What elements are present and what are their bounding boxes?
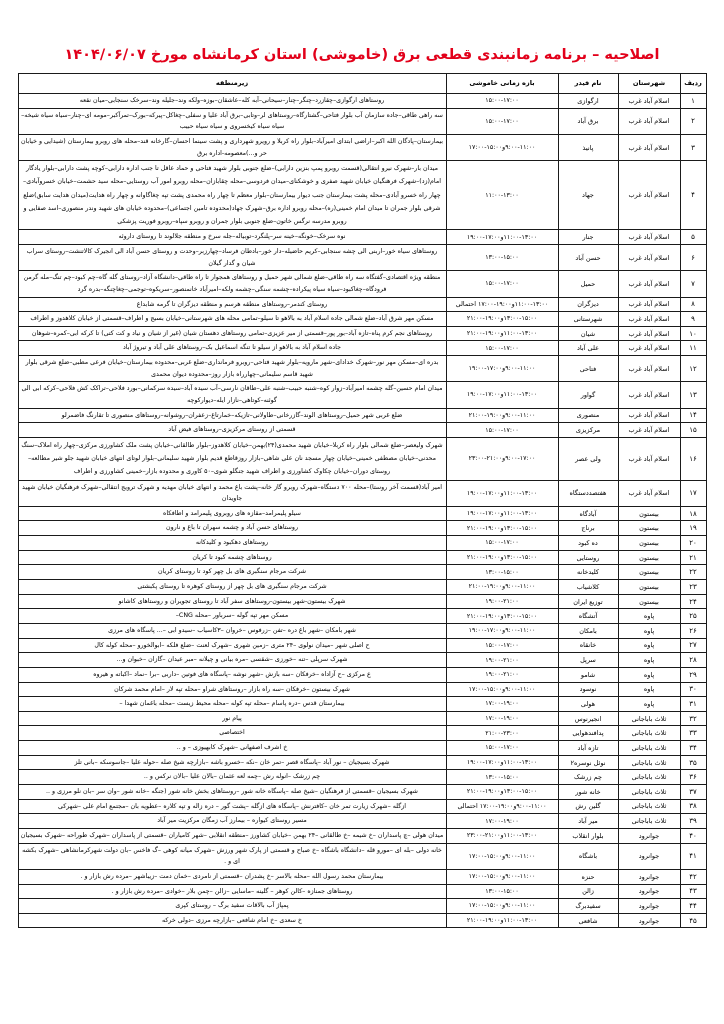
cell-zirmantaqe: قسمتی از روستای مرکزیزی–روستاهای فیض آباد [18,423,446,438]
cell-feeder: نوئل نوسره۲ [558,755,618,770]
cell-shahrestan: اسلام آباد غرب [618,161,680,230]
cell-zirmantaqe: بیمارستان–پادگان الله اکبر–اراضی ابتدای امیرآباد–بلوار راه کربلا و رویرو شهرداری و پشت سینما احسان–گارخانه قند–محله های روبرو بیمارستان (شیدایی و خیابان حر و...)معصومه-اداره برق [18,134,446,160]
cell-zirmantaqe: پیام نور [18,711,446,726]
cell-feeder: کلاشیاب [558,580,618,595]
cell-feeder: برناج [558,521,618,536]
cell-feeder: گلین رش [558,799,618,814]
cell-feeder: تازه آباد [558,741,618,756]
cell-zirmantaqe: ضلع غربی شهر حمیل–روستاهای الوند–گازرخانی–طاولانی–تازیکه–خمارتاغ–زعفران–روشوانه–روستاهای منصوری تا تقارنگ فاضمرلو [18,408,446,423]
cell-radif: ۱۱ [680,341,706,356]
column-header-radif: ردیف [680,74,706,94]
cell-feeder: انجیرنوس [558,711,618,726]
cell-radif: ۳۰ [680,682,706,697]
cell-shahrestan: بیستون [618,521,680,536]
table-row [18,828,706,843]
cell-radif: ۲۴ [680,594,706,609]
table-row [18,638,706,653]
cell-zirmantaqe: روستای کندمر–روستاهای منطقه هرسم و منطقه دیزگران تا گرمه شابداغ [18,297,446,312]
cell-outage-time: ۱۱:۰۰-۱۳:۰۰و۱۹:۰۰-۱۷:۰۰ احتمالی [446,297,558,312]
cell-feeder: ارگوازی [558,94,618,109]
cell-outage-time: ۱۳:۰۰-۱۵:۰۰ [446,244,558,270]
cell-radif: ۳۷ [680,785,706,800]
table-row [18,653,706,668]
cell-shahrestan: اسلام آباد غرب [618,230,680,245]
cell-shahrestan: ثلاث باباجانی [618,726,680,741]
cell-radif: ۱۳ [680,382,706,408]
cell-outage-time: ۱۳:۰۰-۱۵:۰۰ [446,770,558,785]
cell-outage-time: ۱۱:۰۰-۱۳:۰۰و۱۷:۰۰-۱۹:۰۰ [446,230,558,245]
cell-zirmantaqe: جاده اسلام آباد به بالاهو از سیلو تا تنگه اسماعیل بک–روستاهای علی آباد و تیروژ آباد [18,341,446,356]
cell-feeder: مرکزیزی [558,423,618,438]
cell-zirmantaqe: شهرک بسیجیان – نور آباد –پاسگاه قصر –تمر خان –نکه –خسرو باشه –بازارچه شیخ صله –حوله علیا –جاسوسکه –بانی تلز [18,755,446,770]
cell-outage-time: ۱۱:۰۰-۱۳:۰۰و۲۱:۰۰-۲۳:۰۰ [446,828,558,843]
column-header-feeder: نام فیدر [558,74,618,94]
table-row [18,799,706,814]
cell-feeder: شامو [558,667,618,682]
table-row [18,134,706,160]
cell-zirmantaqe: نوه سرخک–خونگه–خینه سر–پلنگرد–توبیاله–جله سرخ و منطقه جلالوند تا روستای داروئه [18,230,446,245]
cell-radif: ۲۲ [680,565,706,580]
cell-feeder: علی آباد [558,341,618,356]
table-row [18,480,706,506]
cell-zirmantaqe: امیر آباد(قسمت آخر روستا)–محله ۷۰۰ دستگاه–شهرک روبرو گاز خانه–پشت باغ محمد و انتهای خیابان مهدیه و شهرک ترویج انتقالی–شهرک فرهنگیان خیابان شهید جاویدان [18,480,446,506]
cell-zirmantaqe: خانه دولی –بله ای –مورو قله –دانشگاه باشگاه –خ صباح و قسمتی از پارک شهر ورزش –شهرک میانه کوهی –گ فاخس –بان دولت شهرکرمانشاهی –شهرک بکشه ای و . [18,843,446,869]
cell-shahrestan: بیستون [618,580,680,595]
cell-shahrestan: پاوه [618,609,680,624]
cell-radif: ۲۳ [680,580,706,595]
cell-radif: ۵ [680,230,706,245]
cell-radif: ۲۷ [680,638,706,653]
table-row [18,108,706,134]
table-row [18,770,706,785]
table-row [18,161,706,230]
cell-radif: ۴۵ [680,913,706,928]
cell-feeder: سفیدبرگ [558,899,618,914]
cell-outage-time: ۱۳:۰۰-۱۵:۰۰و۱۹:۰۰-۲۱:۰۰ [446,550,558,565]
cell-radif: ۱۷ [680,480,706,506]
table-row [18,667,706,682]
cell-shahrestan: بیستون [618,536,680,551]
cell-zirmantaqe: روستاهای نجم کرم پناه–تازه آباد–بور پور–قسمتی از میر عزیزی–تمامی روستاهای دهستان شیان (غیر از شیان و نیاد و کت کتی) تا کرکه ابی–کمره–شوهان [18,326,446,341]
table-row [18,565,706,580]
cell-feeder: برق آباد [558,108,618,134]
table-row [18,341,706,356]
cell-feeder: سرپل [558,653,618,668]
cell-shahrestan: اسلام آباد غرب [618,437,680,480]
cell-feeder: آتشگاه [558,609,618,624]
table-row [18,326,706,341]
cell-shahrestan: ثلاث باباجانی [618,814,680,829]
cell-zirmantaqe: مسکن مهر تپه گوله –سرباور –محله CNG– [18,609,446,624]
title-container [0,0,724,73]
cell-outage-time: ۱۵:۰۰-۱۷:۰۰ [446,536,558,551]
table-row [18,899,706,914]
cell-outage-time: ۹:۰۰-۱۱:۰۰و۱۵:۰۰-۱۷:۰۰ [446,682,558,697]
cell-zirmantaqe: سه راهی طاقی–جاده سازمان آب بلوار فتاحی–گشتارگاه–روستاهای لر–وتابی–برق آباد علیا و سفلی–چغاکل–پیرکه–بورک–تمرآکبر–مومه ای–چنار–سیاه سیاه شیخه–سیاه سیاه کیخسروی و سیاه سیاه حبیب [18,108,446,134]
table-row [18,550,706,565]
cell-feeder: حنزه [558,869,618,884]
cell-zirmantaqe: شرکت مرجام سنگبری های بل چهر کود تا روستای کریان [18,565,446,580]
cell-feeder: هولی [558,697,618,712]
cell-outage-time: ۱۹:۰۰-۲۱:۰۰ [446,667,558,682]
cell-shahrestan: پاوه [618,638,680,653]
cell-zirmantaqe: چم زرشک –انوله رش –چمه لعه عثمان –بالان علیا –بالان نرکس و .. [18,770,446,785]
table-row [18,741,706,756]
cell-feeder: پانیذ [558,134,618,160]
cell-outage-time: ۱۱:۰۰-۱۳:۰۰و۱۷:۰۰-۱۹:۰۰ [446,382,558,408]
table-row [18,356,706,382]
cell-outage-time: ۹:۰۰-۱۱:۰۰و۱۹:۰۰-۲۱:۰۰ [446,580,558,595]
cell-outage-time: ۱۳:۰۰-۱۵:۰۰و۱۹:۰۰-۲۱:۰۰ [446,521,558,536]
cell-feeder: ده کبود [558,536,618,551]
cell-zirmantaqe: روستاهای ارگوازی–چقازرد–چنگر–چنار–سیحانی–آبه کله–عاشقان–بوزه–ولکه وند–جلیله وند–سرخک سنجابی–میان نقعه [18,94,446,109]
cell-shahrestan: اسلام آباد غرب [618,423,680,438]
cell-outage-time: ۱۹:۰۰-۲۱:۰۰ [446,594,558,609]
cell-zirmantaqe: ح اصلی شهر –میدان نولوی –۲۴ متری –زمین شهری –شهرک لعنت –ضلع فلکه –ابوالخورو –محله کوله کال [18,638,446,653]
cell-shahrestan: بیستون [618,506,680,521]
cell-zirmantaqe: شهر بامکان –شهر باغ دره –تفن –زرفوس –خروان –۳کاسیاب –سیدو ابی –... پاسگاه های مرزی [18,623,446,638]
cell-zirmantaqe: سیلو پلیمرامد–مقازه های روبروی پلیمرامد و اطافکاه [18,506,446,521]
cell-outage-time: ۲۱:۰۰-۲۳:۰۰ [446,726,558,741]
table-row [18,697,706,712]
cell-feeder: بلوار انقلاب [558,828,618,843]
cell-feeder: حسن آباد [558,244,618,270]
table-row [18,423,706,438]
cell-outage-time: ۱۳:۰۰-۱۵:۰۰و۱۹:۰۰-۲۱:۰۰ [446,609,558,624]
cell-shahrestan: پاوه [618,667,680,682]
cell-feeder: کلیدخانه [558,565,618,580]
cell-outage-time: ۱۱:۰۰-۱۳:۰۰و۱۷:۰۰-۱۹:۰۰ [446,480,558,506]
cell-outage-time: ۱۱:۰۰-۱۳:۰۰و۱۹:۰۰-۲۱:۰۰ [446,913,558,928]
cell-outage-time: ۹:۰۰-۱۱:۰۰و۱۵:۰۰-۱۷:۰۰ [446,899,558,914]
cell-radif: ۱۵ [680,423,706,438]
cell-zirmantaqe: خ اشرف اصفهانی –شهرک کابهیوزی – و .. [18,741,446,756]
cell-feeder: خانقاه [558,638,618,653]
cell-outage-time: ۹:۰۰-۱۱:۰۰و۱۵:۰۰-۱۷:۰۰ [446,134,558,160]
cell-zirmantaqe: بیمارستان محمد رسول الله –محله بالاسر –خ پشدران –قسمتی از نامردی –خمان دمت –زیباشهر –مرده رش بازار و . [18,869,446,884]
cell-shahrestan: جوانرود [618,843,680,869]
table-row [18,785,706,800]
cell-radif: ۳۸ [680,799,706,814]
cell-shahrestan: اسلام آباد غرب [618,312,680,327]
cell-zirmantaqe: روستاهای سیاه خور–اربنی الی چشه سنجابی–کریم حاضیله–دار خور–بادطان فرساد–چهارزبر–وحدت و روستای حسن آباد الی انجیرک کالاتنشت–روستای سراب شیان و گدار گیلان [18,244,446,270]
table-row [18,884,706,899]
cell-radif: ۴۳ [680,884,706,899]
cell-feeder: ولی عصر [558,437,618,480]
cell-shahrestan: اسلام آباد غرب [618,134,680,160]
cell-radif: ۳۵ [680,755,706,770]
table-row [18,94,706,109]
cell-zirmantaqe: مسکن مهر شرق آباد–ضلع شمالی جاده اسلام آباد به بالاهو تا سیلو–تمامی محله های شهرستانی–خیابان بسیج و اطراف–قسمتی از خیابان کلاهدوز و اطراف [18,312,446,327]
cell-feeder: شیان [558,326,618,341]
cell-outage-time: ۱۳:۰۰-۱۵:۰۰و۱۹:۰۰-۲۱:۰۰ [446,785,558,800]
table-row [18,869,706,884]
cell-radif: ۳۱ [680,697,706,712]
cell-shahrestan: بیستون [618,565,680,580]
cell-zirmantaqe: اختصاصی [18,726,446,741]
cell-outage-time: ۹:۰۰-۱۱:۰۰و۱۵:۰۰-۱۷:۰۰ [446,869,558,884]
cell-radif: ۳۴ [680,741,706,756]
cell-radif: ۱۲ [680,356,706,382]
cell-shahrestan: ثلاث باباجانی [618,711,680,726]
table-row [18,382,706,408]
cell-outage-time: ۱۵:۰۰-۱۷:۰۰ [446,108,558,134]
cell-shahrestan: اسلام آباد غرب [618,326,680,341]
cell-zirmantaqe: پمپاژ آب بالاقات سفید برگ – روستای کپری [18,899,446,914]
cell-radif: ۱ [680,94,706,109]
cell-feeder: چم زرشک [558,770,618,785]
cell-feeder: گواور [558,382,618,408]
table-row [18,297,706,312]
cell-outage-time: ۱۳:۰۰-۱۵:۰۰ [446,884,558,899]
cell-feeder: فتاحی [558,356,618,382]
cell-shahrestan: اسلام آباد غرب [618,297,680,312]
cell-zirmantaqe: میدان بار–شهرک نیرو انتقالی(قسمت روبرو پمپ بنزین دارابی)–ضلع جنوبی بلوار شهید فتاحی و حماد عاقل تا جنب اداره دارابی–کوچه پشت دارابی–بلوار یادگار امام(زد)–شهرک فرهنگیان خیابان شهید صفری و خوشکنای–میدان فردوسی–محله چقابازان–محله روبرو امور آب روستایی–محله سید حشمت–خیابان خسروآبادی–چهار راه خسرو آبادی–محله پشت بیمارستان جنب دیوار بیمارستان–بلوار معظم تا چهار راه محمدی پشت تپه چغاگاوانه و چهار راه هدایت(میدان هدایت سابق)ضلع شرقی بلوار جمران تا میدان امام خمینی(ره)–محله روبرو اداره برق–شهرک جهاد(محدوده تامین اجتماعی)–محدوده خیابان های شهید وندر منصوری–اسد صفایی و روبرو مدرسه نرگس خاتون–ضلع جنوبی بلوار جمران و روبرو سپاه–روبرو فوریت پزشکی [18,161,446,230]
cell-zirmantaqe: روستاهای چشمه کبود تا کریان [18,550,446,565]
cell-feeder: بامکان [558,623,618,638]
cell-outage-time: ۱۳:۰۰-۱۵:۰۰و۱۹:۰۰-۲۱:۰۰ [446,312,558,327]
cell-feeder: هفتصددستگاه [558,480,618,506]
cell-zirmantaqe: منطقه ویژه اقتصادی–گفتگاه سه راه طاقی–ضلع شمالی شهر حمیل و روستاهای همجوار تا راه طاقی–دانشگاه آزاد–روستای گله گاه–چم کبود–چم تنگ–مله گرمن فرودگاه–چغاکبود–سیاه سیاه پیکراده–چشمه سنگی–چشمه ولکه–امیرآباد خانمنصور–سریکوه–توجمی–چغاچنگه–بدره گرد [18,271,446,297]
table-row [18,682,706,697]
page-title: اصلاحیه – برنامه زمانبندی قطعی برق (خاموشی) استان کرمانشاه مورخ ۱۴۰۴/۰۶/۰۷ [64,47,660,63]
cell-feeder: خانه شور [558,785,618,800]
table-row [18,437,706,480]
cell-feeder: حمیل [558,271,618,297]
cell-feeder: توزیع ایران [558,594,618,609]
cell-radif: ۶ [680,244,706,270]
cell-shahrestan: بیستون [618,550,680,565]
cell-shahrestan: جوانرود [618,828,680,843]
cell-outage-time: ۱۷:۰۰-۱۹:۰۰ [446,814,558,829]
table-row [18,594,706,609]
cell-zirmantaqe: شهرک بیستون-شهر بیستون-روستاهای سفر آباد تا روستای تجویران و روستاهای کاشانو [18,594,446,609]
table-row [18,711,706,726]
cell-feeder: میر آباد [558,814,618,829]
table-row [18,230,706,245]
cell-radif: ۲۸ [680,653,706,668]
cell-radif: ۳۲ [680,711,706,726]
cell-radif: ۹ [680,312,706,327]
cell-zirmantaqe: روستاهای حسن آباد و چشمه سهران تا باغ و نارون [18,521,446,536]
cell-radif: ۲۵ [680,609,706,624]
cell-outage-time: ۱۵:۰۰-۱۷:۰۰ [446,271,558,297]
cell-shahrestan: اسلام آباد غرب [618,341,680,356]
column-header-zirmantaqe: زیرمنطقه [18,74,446,94]
cell-outage-time: ۱۷:۰۰-۱۹:۰۰ [446,697,558,712]
cell-shahrestan: اسلام آباد غرب [618,244,680,270]
cell-feeder: جهاد [558,161,618,230]
table-header [18,74,706,94]
cell-radif: ۲۶ [680,623,706,638]
cell-radif: ۲۰ [680,536,706,551]
cell-radif: ۲۹ [680,667,706,682]
cell-zirmantaqe: میدان امام حسین–گله چشمه امیرآباد–زوار کوه–شنبه حبیب–شنبه علی–طاقان نارسی–آب سیده آباد–سیده سرکمانی–بورد فلاحی–تراکک کش فلاحی–کرکه ابی الی گوئنه–کوتاهی–نازار ایله–دیوارکوچه [18,382,446,408]
cell-shahrestan: اسلام آباد غرب [618,480,680,506]
cell-radif: ۱۰ [680,326,706,341]
table-row [18,408,706,423]
cell-zirmantaqe: شرکت مرجام سنگبری های بل چهر از روستای کوهره تا روستای پکبشتی [18,580,446,595]
table-row [18,913,706,928]
cell-outage-time: ۹:۰۰-۱۱:۰۰و۱۷:۰۰-۱۹:۰۰ [446,623,558,638]
cell-zirmantaqe: ع مرکزی –ح آزاداه –خرفکان –سه بازش –شهر نوشه –پاسگاه های فوتین –داربی –برا –نماد –اکباته و هیروه [18,667,446,682]
cell-zirmantaqe: شهرک بیستون –خرفکان –سه راه بازار –روستاهای شراو –محله تپه لار –امام محمد شرکان [18,682,446,697]
cell-zirmantaqe: روستاهای دهکبود و کلیدکانه [18,536,446,551]
cell-radif: ۴۰ [680,828,706,843]
table-row [18,726,706,741]
table-row [18,580,706,595]
cell-feeder: دیزگران [558,297,618,312]
cell-radif: ۳۳ [680,726,706,741]
cell-outage-time: ۱۵:۰۰-۱۷:۰۰ [446,741,558,756]
cell-feeder: روستایی [558,550,618,565]
cell-shahrestan: ثلاث باباجانی [618,741,680,756]
cell-radif: ۴۱ [680,843,706,869]
cell-shahrestan: پاوه [618,623,680,638]
cell-zirmantaqe: خ سعدی –خ امام شافعی –بازارچه مرزی –دولی خرکه [18,913,446,928]
cell-zirmantaqe: ازگله –شهرک زیارت تمر خان –کافترنش –پاسگاه های ازگله –پشت گور – دره زاله و تپه کلاره –عطویه بان –مجتمع امام علی –شهرکی [18,799,446,814]
cell-shahrestan: جوانرود [618,913,680,928]
cell-outage-time: ۹:۰۰-۱۷:۰۰و۲۱:۰۰-۲۳:۰۰ [446,437,558,480]
cell-outage-time: ۱۵:۰۰-۱۷:۰۰ [446,94,558,109]
cell-radif: ۱۶ [680,437,706,480]
cell-radif: ۷ [680,271,706,297]
cell-outage-time: ۹:۰۰-۱۱:۰۰و۱۹:۰۰-۱۷:۰۰ احتمالی [446,799,558,814]
outage-schedule-table [18,73,707,928]
cell-shahrestan: اسلام آباد غرب [618,382,680,408]
cell-shahrestan: اسلام آباد غرب [618,356,680,382]
cell-shahrestan: اسلام آباد غرب [618,108,680,134]
cell-outage-time: ۱۱:۰۰-۱۳:۰۰و۱۹:۰۰-۲۱:۰۰ [446,326,558,341]
cell-outage-time: ۱۵:۰۰-۱۷:۰۰ [446,341,558,356]
table-row [18,271,706,297]
cell-shahrestan: اسلام آباد غرب [618,408,680,423]
cell-shahrestan: ثلاث باباجانی [618,785,680,800]
cell-outage-time: ۹:۰۰-۱۱:۰۰و۱۵:۰۰-۱۷:۰۰ [446,843,558,869]
cell-radif: ۲ [680,108,706,134]
cell-radif: ۴ [680,161,706,230]
table-row [18,814,706,829]
cell-radif: ۸ [680,297,706,312]
cell-outage-time: ۹:۰۰-۱۱:۰۰و۱۷:۰۰-۱۹:۰۰ [446,356,558,382]
cell-radif: ۳۹ [680,814,706,829]
cell-zirmantaqe: روستاهای جمنازه –کالن کوهر – گلینه –ماسایی –زالن –چمن بلار –خوادی –مرده رش بازار و . [18,884,446,899]
table-row [18,755,706,770]
cell-radif: ۳ [680,134,706,160]
cell-outage-time: ۱۹:۰۰-۲۱:۰۰ [446,653,558,668]
cell-shahrestan: اسلام آباد غرب [618,94,680,109]
table-row [18,609,706,624]
table-row [18,623,706,638]
cell-outage-time: ۱۷:۰۰-۱۹:۰۰ [446,711,558,726]
cell-zirmantaqe: بدره ای–مسکن مهر نور–شهرک خدادای–شهر مارویه–بلوار شهید فتاحی–روبرو فرمانداری–ضلع غربی–محدوده بیمارستان–خیابان فرعی مطبی–ضلع شرقی بلوار شهید قاسم سلیمانی–چهارراه بازار روز–محدوده دیوان محمدی [18,356,446,382]
cell-shahrestan: بیستون [618,594,680,609]
table-row [18,312,706,327]
cell-radif: ۴۲ [680,869,706,884]
cell-feeder: جنار [558,230,618,245]
cell-feeder: زالن [558,884,618,899]
cell-feeder: منصوری [558,408,618,423]
cell-shahrestan: ثلاث باباجانی [618,755,680,770]
cell-shahrestan: ثلاث باباجانی [618,799,680,814]
cell-feeder: شافعی [558,913,618,928]
cell-feeder: نوسود [558,682,618,697]
cell-shahrestan: پاوه [618,697,680,712]
cell-zirmantaqe: شهرک ولیعصر–ضلع شمالی بلوار راه کربلا–خیابان شهید محمدی(۲۴)بهمن–خیابان کلاهدوز–بلوار طالقانی–خیابان پشت ملک کشاورزی مرکزی–چهار راه املاک–سنگ محدنی–خیابان مصطفی خمینی–خیابان چهار مسجد نان علی شاهی–بازار روزقاطع قدیم بلوار شهید سلیمانی–بلوار لوتای انتهای خیابان شهید جلو شیر مطالعه–روستای دوران–خیابان چکاوک کشاورزی و اطراف شهید جنگلو شوی–۵۰ کاوری و محدوده بازار–خمینی کشاورزی و اطراف [18,437,446,480]
cell-radif: ۱۸ [680,506,706,521]
cell-outage-time: ۹:۰۰-۱۱:۰۰و۱۹:۰۰-۲۱:۰۰ [446,408,558,423]
table-row [18,536,706,551]
cell-radif: ۱۴ [680,408,706,423]
cell-outage-time: ۱۱:۰۰-۱۳:۰۰و۱۷:۰۰-۱۹:۰۰ [446,506,558,521]
cell-zirmantaqe: مسیر روستای کیواره – بیمارز آب زمگان مرکزیت میر آباد [18,814,446,829]
cell-zirmantaqe: شهرک سرپلی –تنه –خورزی –شقسی –مره بیانی و چیلانه –مبر عیدان –گازان –خبوان و... [18,653,446,668]
table-row [18,244,706,270]
cell-shahrestan: جوانرود [618,869,680,884]
cell-feeder: آبادگاه [558,506,618,521]
cell-radif: ۴۴ [680,899,706,914]
cell-feeder: باشگاه [558,843,618,869]
cell-shahrestan: پاوه [618,653,680,668]
cell-outage-time: ۱۱:۰۰-۱۳:۰۰ [446,161,558,230]
table-row [18,521,706,536]
cell-radif: ۱۹ [680,521,706,536]
cell-feeder: شهرستانی [558,312,618,327]
cell-outage-time: ۱۵:۰۰-۱۷:۰۰ [446,638,558,653]
cell-radif: ۳۶ [680,770,706,785]
cell-zirmantaqe: میدان هولی –چ پاسداران –خ شیمه –خ طالقانی –۲۴ بهمن –خیابان کشاورز –منطقه انقلابی –شهر کامیاران –قسمتی از پاسداران –شهرک طوراحه –شهرک بسیجیان [18,828,446,843]
table-header-row [18,74,706,94]
cell-outage-time: ۱۵:۰۰-۱۷:۰۰ [446,423,558,438]
cell-shahrestan: اسلام آباد غرب [618,271,680,297]
cell-shahrestan: جوانرود [618,884,680,899]
cell-radif: ۲۱ [680,550,706,565]
cell-shahrestan: پاوه [618,682,680,697]
cell-shahrestan: ثلاث باباجانی [618,770,680,785]
table-body [18,94,706,928]
table-row [18,843,706,869]
cell-feeder: پدافندهوایی [558,726,618,741]
cell-zirmantaqe: بیمارستان قدس –دره پاسام –محله تپه کوله –محله محیط زیست –محله باغمان شهدا – [18,697,446,712]
cell-zirmantaqe: شهرک بسیجیان –قسمتی از فرهنگیان –شیخ صله –پاسگاه خانه شور –روستاهای بخش خانه شور (جنگه –خانه شور –وان سر –بان نلو مرزی و .. [18,785,446,800]
table-row [18,506,706,521]
cell-shahrestan: جوانرود [618,899,680,914]
cell-outage-time: ۱۳:۰۰-۱۵:۰۰ [446,565,558,580]
column-header-shahrestan: شهرستان [618,74,680,94]
column-header-time: بازه زمانی خاموشی [446,74,558,94]
cell-outage-time: ۱۱:۰۰-۱۳:۰۰و۱۷:۰۰-۱۹:۰۰ [446,755,558,770]
